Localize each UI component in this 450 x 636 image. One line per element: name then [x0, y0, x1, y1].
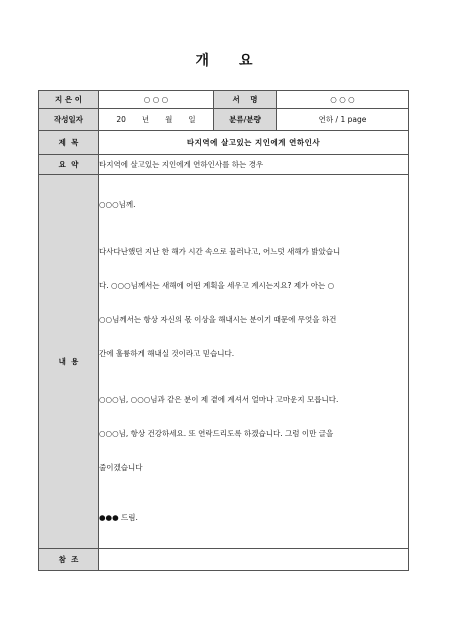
author-value[interactable]: ○ ○ ○: [99, 91, 214, 109]
date-year: 20: [116, 115, 126, 124]
closing-line: ●●● 드림.: [99, 513, 138, 522]
category-label: 분류/분량: [214, 109, 277, 131]
summary-value[interactable]: 타지역에 살고있는 지인에게 연하인사를 하는 경우: [99, 155, 409, 175]
content-row: [39, 175, 409, 549]
reference-row: [39, 549, 409, 571]
date-value[interactable]: [99, 109, 214, 131]
greeting-line: ○○○님께.: [99, 200, 136, 209]
content-line-4: 간에 훌륭하게 해내실 것이라고 믿습니다.: [99, 349, 235, 358]
content-line-6: ○○○님, 항상 건강하세요. 또 연락드리도록 하겠습니다. 그럼 이만 글을: [99, 429, 334, 438]
author-row: [39, 91, 409, 109]
document-title: [0, 50, 450, 70]
sign-value[interactable]: ○ ○ ○: [277, 91, 409, 109]
summary-label: 요 약: [39, 155, 99, 175]
content-line-2: 다. ○○○님께서는 새해에 어떤 계획을 세우고 계시는지요? 제가 아는 ○: [99, 281, 335, 290]
summary-row: [39, 155, 409, 175]
subject-row: [39, 131, 409, 155]
subject-value[interactable]: 타지역에 살고있는 지인에게 연하인사: [99, 131, 409, 155]
date-label: 작성일자: [39, 109, 99, 131]
reference-value[interactable]: [99, 549, 409, 571]
content-body[interactable]: [99, 175, 409, 549]
reference-label: 참 조: [39, 549, 99, 571]
author-label: 지 은 이: [39, 91, 99, 109]
date-row: [39, 109, 409, 131]
date-day-unit: 일: [188, 115, 196, 124]
title-char-1: 개: [195, 53, 211, 69]
subject-label: 제 목: [39, 131, 99, 155]
date-year-unit: 년: [141, 115, 150, 124]
sign-label: 서 명: [214, 91, 277, 109]
overview-form: [38, 90, 409, 571]
content-line-3: ○○님께서는 항상 자신의 몫 이상을 해내시는 분이기 때문에 무엇을 하건: [99, 315, 337, 324]
category-value[interactable]: 연하 / 1 page: [277, 109, 409, 131]
title-char-2: 요: [239, 53, 255, 69]
content-line-5: ○○○님, ○○○님과 같은 분이 제 곁에 계셔서 얼마나 고마운지 모릅니다.: [99, 395, 339, 404]
content-label: 내 용: [39, 175, 99, 549]
date-month-unit: 월: [165, 115, 173, 124]
content-line-7: 줄이겠습니다: [99, 463, 143, 472]
content-line-1: 다사다난했던 지난 한 해가 시간 속으로 물러나고, 어느덧 새해가 밝았습니: [99, 247, 341, 256]
